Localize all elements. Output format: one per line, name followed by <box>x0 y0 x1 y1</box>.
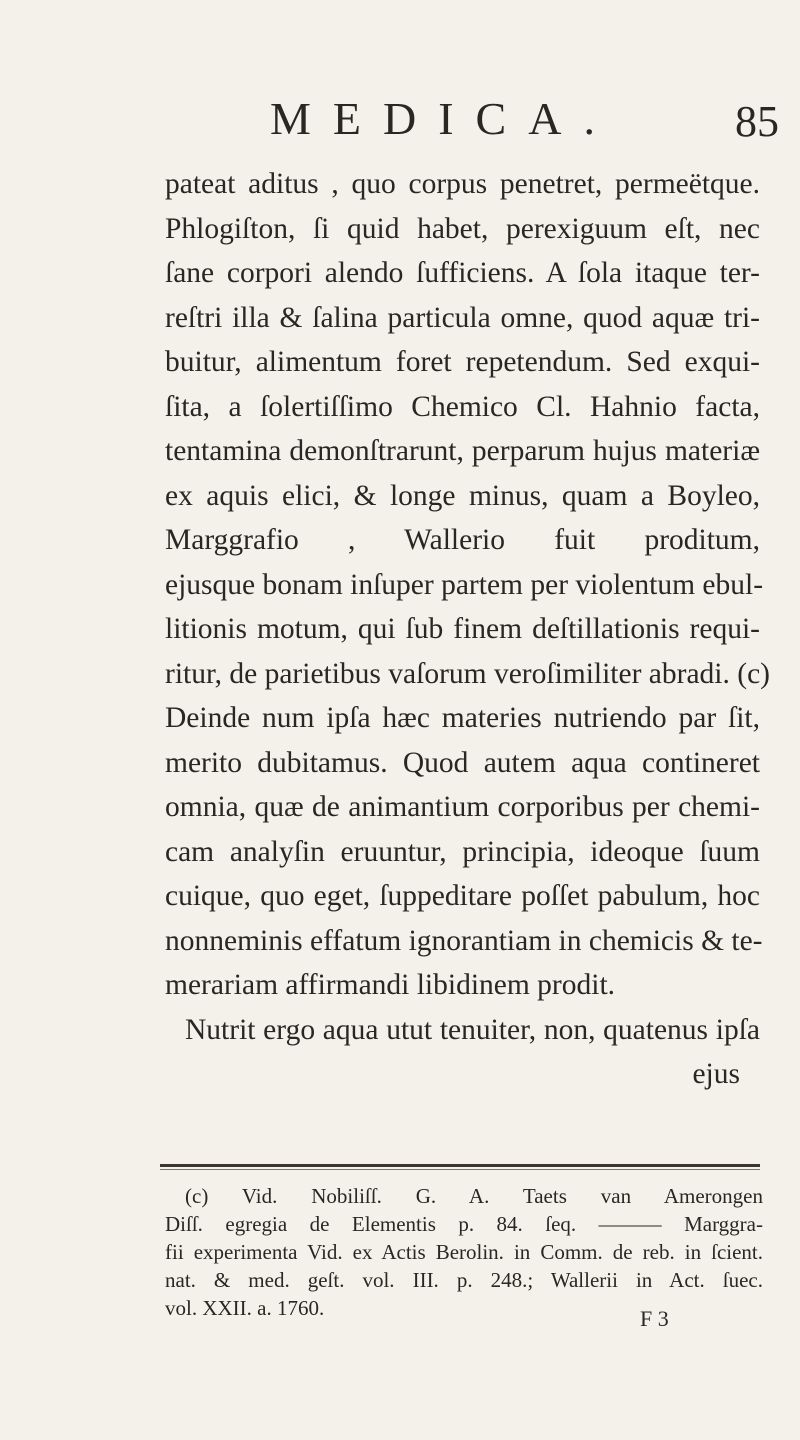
text-line: ſita, a ſolertiſſimo Chemico Cl. Hahnio facta, <box>165 390 760 423</box>
footnote-line: fii experimenta Vid. ex Actis Berolin. in Comm. de reb. in ſcient. <box>165 1240 763 1264</box>
text-line: ritur, de parietibus vaſorum veroſimiliter abradi. (c) <box>165 657 770 690</box>
footnote-rule-thin <box>160 1169 760 1170</box>
text-line: pateat aditus , quo corpus penetret, permeëtque. <box>165 168 760 200</box>
text-line: ſane corpori alendo ſufficiens. A ſola itaque ter- <box>165 257 760 289</box>
text-line: tentamina demonſtrarunt, perparum hujus materiæ <box>165 435 760 467</box>
footnote-line: vol. XXII. a. 1760. <box>165 1296 325 1320</box>
text-line: litionis motum, qui ſub finem deſtillationis requi- <box>165 613 760 645</box>
footnote-rule <box>160 1164 760 1167</box>
text-line: buitur, alimentum foret repetendum. Sed exqui- <box>165 346 760 378</box>
footnote-line: (c) Vid. Nobiliſſ. G. A. Taets van Amerongen <box>185 1184 763 1208</box>
text-line: merariam affirmandi libidinem prodit. <box>165 969 616 1001</box>
footnote <box>165 1182 763 1322</box>
text-line: ejusque bonam inſuper partem per violentum ebul- <box>165 568 764 601</box>
text-line: Marggrafio , Wallerio fuit proditum, <box>165 524 760 556</box>
running-title: MEDICA. <box>270 93 617 144</box>
text-line: merito dubitamus. Quod autem aqua contineret <box>165 746 760 779</box>
text-line: cuique, quo eget, ſuppeditare poſſet pabulum, hoc <box>165 880 760 912</box>
main-text <box>165 162 770 1097</box>
text-line: reſtri illa & ſalina particula omne, quod aquæ tri- <box>165 301 760 334</box>
text-line: Phlogiſton, ſi quid habet, perexiguum eſt, nec <box>165 212 760 245</box>
signature-mark: F 3 <box>640 1306 669 1331</box>
text-line: omnia, quæ de animantium corporibus per chemi- <box>165 791 760 823</box>
text-line: ex aquis elici, & longe minus, quam a Boyleo, <box>165 479 760 512</box>
text-line: Deinde num ipſa hæc materies nutriendo par ſit, <box>165 702 760 734</box>
text-line: Nutrit ergo aqua utut tenuiter, non, quatenus ipſa <box>185 1013 760 1046</box>
catchword: ejus <box>692 1058 740 1090</box>
page-number: 85 <box>735 97 779 146</box>
footnote-line: nat. & med. geſt. vol. III. p. 248.; Wallerii in Act. ſuec. <box>165 1268 763 1292</box>
text-line: nonneminis effatum ignorantiam in chemicis & te- <box>165 924 763 957</box>
footnote-line: Diſſ. egregia de Elementis p. 84. ſeq. ——— Marggra- <box>165 1212 763 1236</box>
text-line: cam analyſin eruuntur, principia, ideoque ſuum <box>165 835 760 868</box>
